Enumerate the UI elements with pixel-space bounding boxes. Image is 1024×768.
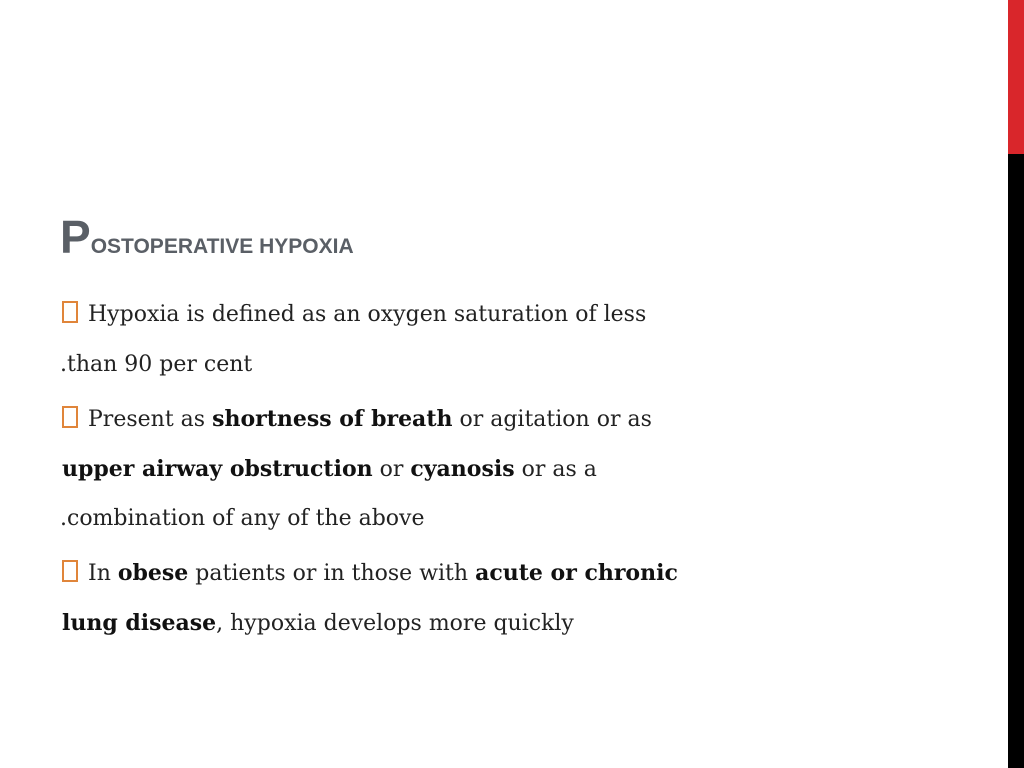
- bullet-2-text-b: or agitation or as: [452, 407, 652, 432]
- accent-bar-black: [1008, 154, 1024, 768]
- bullet-3-bold-b: acute or chronic: [475, 560, 678, 586]
- bullet-1-line-2: [60, 340, 762, 390]
- bullet-2-text-a: Present as: [88, 407, 213, 432]
- bullet-3-text-b: patients or in those with: [188, 561, 476, 586]
- bullet-2-bold-c: cyanosis: [410, 456, 515, 482]
- bullet-3-line-2: [62, 598, 762, 648]
- bullet-3-bold-c: lung disease: [62, 610, 217, 636]
- slide-title: [60, 211, 354, 263]
- bullet-3-text-a: In: [88, 561, 118, 586]
- bullet-2-line-1: [62, 394, 762, 444]
- accent-bar-red: [1008, 0, 1024, 154]
- bullet-2-text-c: or: [372, 457, 411, 482]
- bullet-1-text: Hypoxia is defined as an oxygen saturation of less: [88, 302, 647, 327]
- bullet-2-bold-b: upper airway obstruction: [62, 456, 373, 482]
- bullet-2-text-e: .combination of any of the above: [60, 506, 425, 531]
- bullet-2-line-3: [60, 494, 762, 544]
- slide-body: [62, 290, 762, 648]
- bullet-2-text-d: or as a: [514, 457, 597, 482]
- square-bullet-icon: [62, 301, 78, 323]
- title-rest: OSTOPERATIVE HYPOXIA: [90, 235, 354, 258]
- bullet-3-text-c: , hypoxia develops more quickly: [216, 611, 574, 636]
- bullet-3-line-1: [62, 548, 762, 598]
- bullet-3-bold-a: obese: [117, 560, 189, 586]
- title-initial: P: [60, 211, 91, 263]
- bullet-1-text-cont: .than 90 per cent: [60, 352, 253, 377]
- bullet-2-line-2: [62, 444, 762, 494]
- square-bullet-icon: [62, 560, 78, 582]
- bullet-2-bold-a: shortness of breath: [212, 406, 453, 432]
- bullet-1-line-1: [62, 290, 762, 340]
- square-bullet-icon: [62, 406, 78, 428]
